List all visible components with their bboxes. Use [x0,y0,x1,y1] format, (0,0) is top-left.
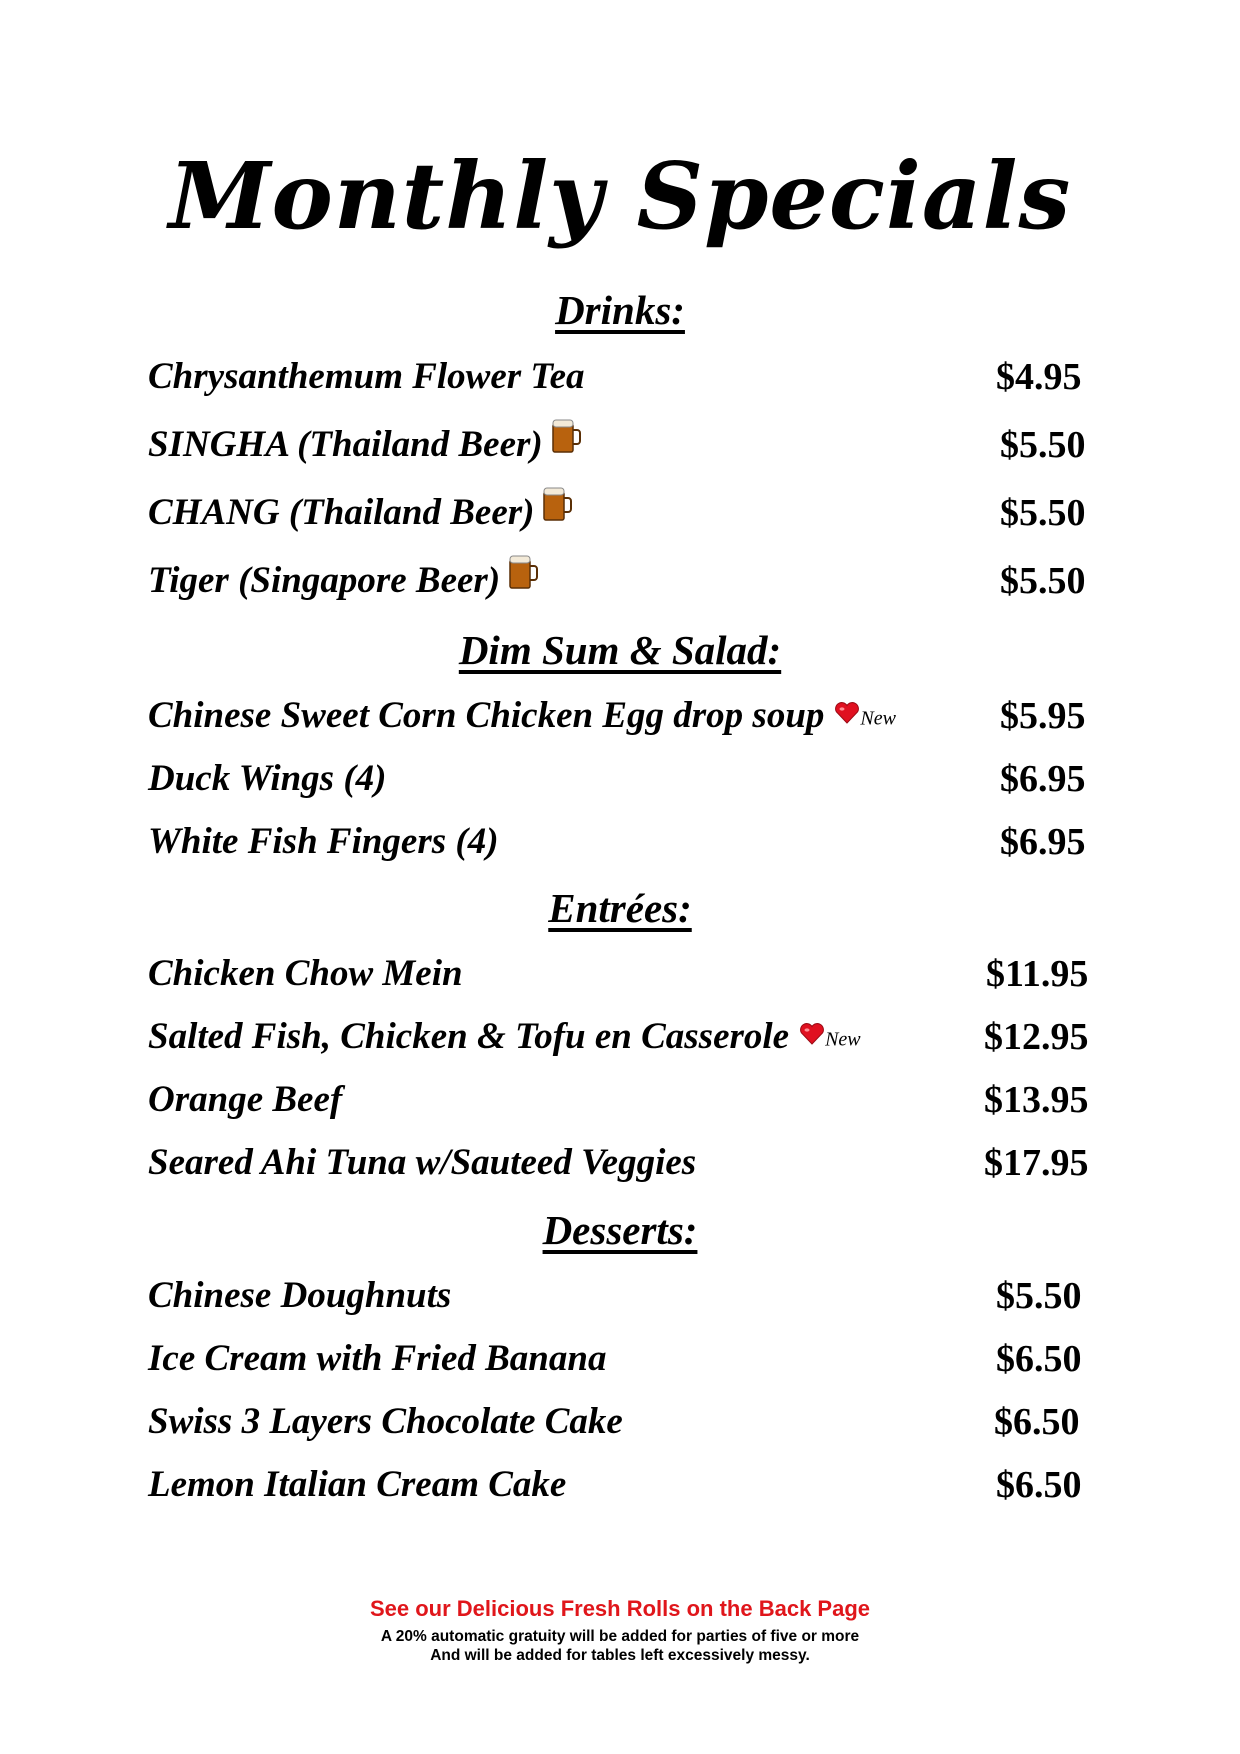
section-heading-entrees: Entrées: [548,885,692,931]
new-tag: New [860,707,896,730]
gratuity-note: A 20% automatic gratuity will be added for parties of five or more [380,1628,860,1645]
menu-item [148,823,1098,883]
item-name: Chinese Doughnuts [148,1275,452,1316]
beer-mug-icon [551,418,581,461]
menu-item [148,955,1098,1015]
beer-mug-icon [542,486,572,529]
item-price: $5.50 [996,1275,1082,1317]
menu-item [148,1466,1098,1526]
item-name: Duck Wings (4) [148,758,387,799]
item-price: $13.95 [984,1079,1089,1121]
item-price: $6.50 [996,1464,1082,1506]
menu-item [148,1144,1098,1204]
section-heading-desserts: Desserts: [542,1207,698,1253]
item-name: CHANG (Thailand Beer) [148,492,535,533]
item-price: $11.95 [986,953,1089,995]
item-price: $5.95 [1000,695,1086,737]
new-tag: New [825,1028,861,1051]
menu-item [148,1277,1098,1337]
heart-icon [834,695,860,732]
section-heading-drinks: Drinks: [555,287,685,333]
item-price: $4.95 [996,356,1082,398]
menu-item [148,1018,1098,1078]
item-name: Salted Fish, Chicken & Tofu en Casserole [148,1016,790,1057]
item-name: Chicken Chow Mein [148,953,463,994]
item-price: $6.95 [1000,821,1086,863]
section-heading-dim-sum: Dim Sum & Salad: [458,627,782,673]
item-price: $5.50 [1000,560,1086,602]
menu-item [148,562,1098,622]
back-page-note: See our Delicious Fresh Rolls on the Back Page [369,1596,871,1621]
messy-table-note: And will be added for tables left excessively messy. [430,1647,810,1664]
item-name: Seared Ahi Tuna w/Sauteed Veggies [148,1142,697,1183]
beer-mug-icon [508,554,538,597]
item-name: SINGHA (Thailand Beer) [148,424,543,465]
item-name: Ice Cream with Fried Banana [148,1338,607,1379]
item-name: Chinese Sweet Corn Chicken Egg drop soup [148,695,825,736]
page-title: Monthly Specials [168,142,1072,250]
menu-item [148,697,1098,757]
item-price: $17.95 [984,1142,1089,1184]
menu-item [148,426,1098,486]
item-price: $6.50 [996,1338,1082,1380]
menu-item [148,494,1098,554]
item-name: White Fish Fingers (4) [148,821,499,862]
menu-item [148,358,1098,418]
item-price: $6.50 [994,1401,1080,1443]
item-price: $5.50 [1000,424,1086,466]
menu-item [148,1340,1098,1400]
menu-item [148,760,1098,820]
item-price: $6.95 [1000,758,1086,800]
item-name: Swiss 3 Layers Chocolate Cake [148,1401,623,1442]
item-name: Lemon Italian Cream Cake [148,1464,567,1505]
item-name: Orange Beef [148,1079,343,1120]
menu-item [148,1081,1098,1141]
menu-item [148,1403,1098,1463]
item-name: Tiger (Singapore Beer) [148,560,501,601]
item-price: $5.50 [1000,492,1086,534]
item-name: Chrysanthemum Flower Tea [148,356,585,397]
heart-icon [799,1016,825,1053]
item-price: $12.95 [984,1016,1089,1058]
